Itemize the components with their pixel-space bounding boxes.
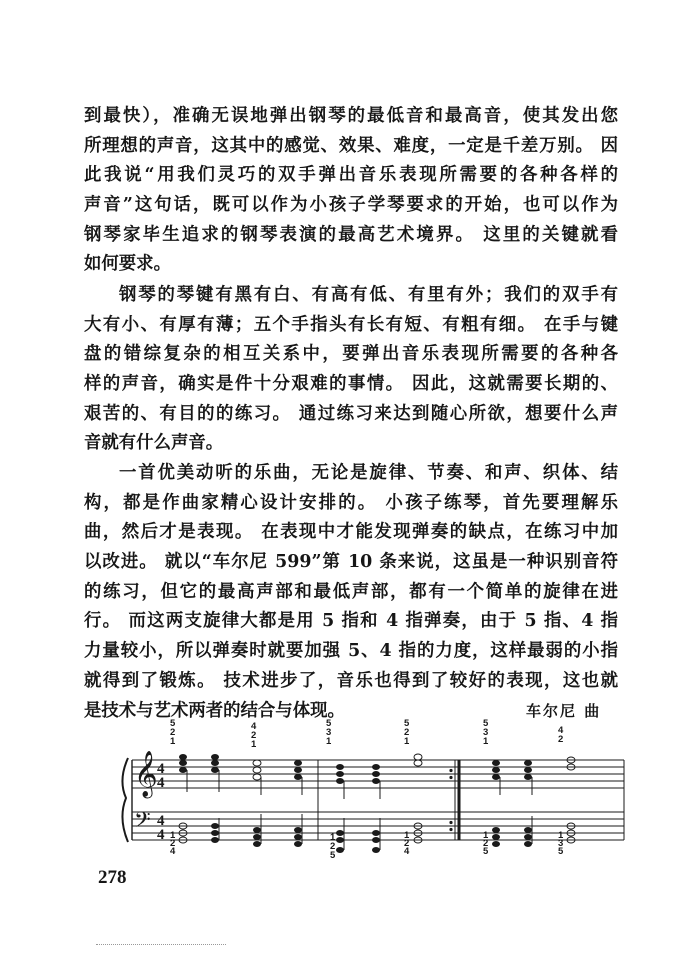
text-line: 行。 而这两支旋律大都是用 5 指和 4 指弹奏，由于 5 指、4 指 bbox=[84, 611, 618, 632]
fingering: 1 bbox=[251, 739, 257, 750]
time-sig-top: 4 bbox=[157, 813, 165, 829]
text-line: 曲，然后才是表现。 在表现中才能发现弹奏的缺点，在练习中加 bbox=[84, 522, 618, 543]
fingering: 1 bbox=[483, 736, 489, 747]
fingering: 5 bbox=[404, 718, 410, 729]
text-line: 一首优美动听的乐曲，无论是旋律、节奏、和声、织体、结 bbox=[119, 463, 618, 483]
bass-clef-icon: 𝄢 bbox=[134, 808, 151, 838]
text-line: 如何要求。 bbox=[84, 254, 171, 275]
footer-divider bbox=[96, 944, 226, 949]
brace bbox=[122, 758, 128, 842]
fingering: 5 bbox=[483, 718, 489, 729]
text-line: 构，都是作曲家精心设计安排的。 小孩子练琴，首先要理解乐 bbox=[84, 492, 618, 513]
fingering: 2 bbox=[170, 838, 176, 849]
text-line: 力量较小，所以弹奏时就要加强 5、4 指的力度，这样最弱的小指 bbox=[84, 641, 618, 662]
fingering: 3 bbox=[558, 838, 564, 849]
text-line: 以改进。 就以“车尔尼 599”第 10 条来说，这虽是一种识别音符 bbox=[84, 552, 618, 573]
text-line: 声音”这句话，既可以作为小孩子学琴要求的开始，也可以作为 bbox=[84, 195, 618, 216]
fingering: 5 bbox=[558, 846, 564, 857]
chord bbox=[179, 754, 575, 784]
text-line: 就得到了锻炼。 技术进步了，音乐也得到了较好的表现，这也就 bbox=[84, 670, 618, 691]
text-line: 大有小、有厚有薄；五个手指头有长有短、有粗有细。 在手与键 bbox=[84, 314, 618, 335]
fingering: 1 bbox=[330, 832, 336, 843]
text-line: 钢琴的琴键有黑有白、有高有低、有里有外；我们的双手有 bbox=[119, 285, 618, 305]
fingering: 2 bbox=[330, 841, 336, 852]
text-line: 到最快），准确无误地弹出钢琴的最低音和最高音，使其发出您 bbox=[84, 106, 618, 126]
fingering: 3 bbox=[483, 727, 489, 738]
treble-clef-icon: 𝄞 bbox=[134, 751, 158, 797]
text-line: 盘的错综复杂的相互关系中，要弹出音乐表现所需要的各种各 bbox=[84, 344, 618, 365]
fingering: 1 bbox=[404, 830, 410, 841]
fingering: 2 bbox=[404, 838, 410, 849]
time-sig-bottom: 4 bbox=[157, 827, 165, 843]
repeat-sign bbox=[449, 769, 452, 831]
fingering: 4 bbox=[404, 846, 410, 857]
composer-attribution: 车尔尼 曲 bbox=[526, 702, 602, 720]
time-sig-bottom: 4 bbox=[157, 775, 165, 791]
fingering: 5 bbox=[483, 846, 489, 857]
time-sig-top: 4 bbox=[157, 761, 165, 777]
fingering: 1 bbox=[326, 736, 332, 747]
fingering: 1 bbox=[404, 736, 410, 747]
fingering: 5 bbox=[170, 718, 176, 729]
fingering: 1 bbox=[170, 830, 176, 841]
fingering: 2 bbox=[483, 838, 489, 849]
text-line: 钢琴家毕生追求的钢琴表演的最高艺术境界。 这里的关键就看 bbox=[84, 224, 618, 245]
fingering: 3 bbox=[326, 727, 332, 738]
fingering: 4 bbox=[170, 846, 176, 857]
fingering: 4 bbox=[251, 721, 257, 732]
fingering: 5 bbox=[326, 718, 332, 729]
text-line: 音就有什么声音。 bbox=[84, 433, 224, 454]
bass-staff bbox=[132, 812, 624, 840]
fingering: 5 bbox=[330, 850, 336, 861]
text-line: 此我说“用我们灵巧的双手弹出音乐表现所需要的各种各样的 bbox=[84, 165, 618, 186]
text-line: 样的声音，确实是件十分艰难的事情。 因此，这就需要长期的、 bbox=[84, 374, 618, 395]
fingering: 1 bbox=[170, 736, 176, 747]
text-line: 的练习，但它的最高声部和最低声部，都有一个简单的旋律在进 bbox=[84, 581, 618, 602]
fingering: 4 bbox=[558, 725, 564, 736]
fingering: 1 bbox=[483, 830, 489, 841]
page-number: 278 bbox=[98, 867, 127, 888]
upper-chords bbox=[179, 754, 575, 799]
fingering: 2 bbox=[251, 730, 257, 741]
fingering: 2 bbox=[558, 734, 564, 745]
text-line: 所理想的声音，这其中的感觉、效果、难度，一定是千差万别。 因 bbox=[84, 135, 618, 156]
fingering: 1 bbox=[558, 830, 564, 841]
text-line: 艰苦的、有目的的练习。 通过练习来达到随心所欲，想要什么声 bbox=[84, 403, 618, 424]
text-line: 是技术与艺术两者的结合与体现。 bbox=[84, 700, 345, 721]
fingering: 2 bbox=[404, 727, 410, 738]
fingering: 2 bbox=[170, 727, 176, 738]
